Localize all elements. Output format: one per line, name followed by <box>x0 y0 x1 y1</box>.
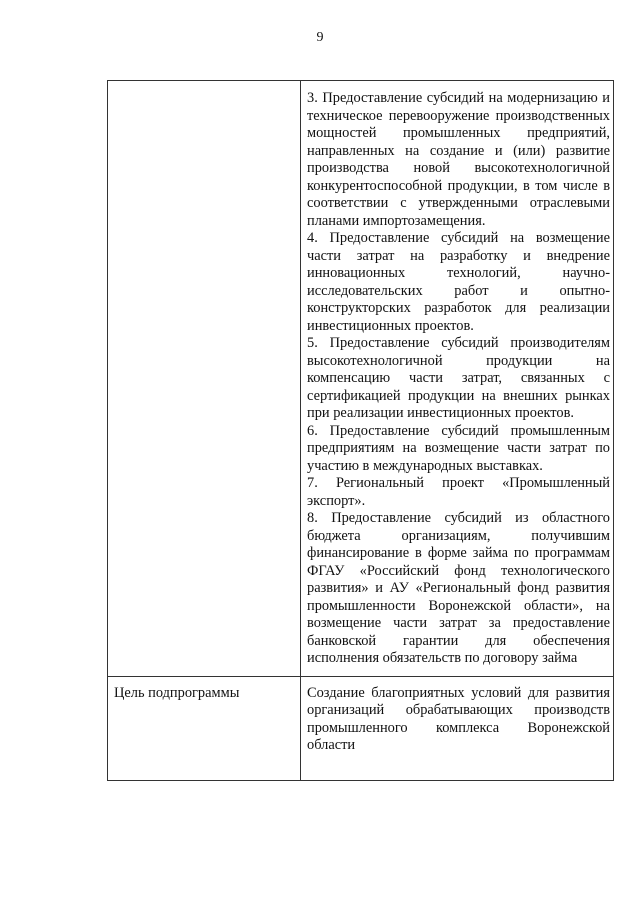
measure-item-8: 8. Предоставление субсидий из областного бюджета организациям, получившим финансирование в форме займа по программам ФГАУ «Российский фонд технологического развития» и АУ «Региональный фонд развития промышленности Воронежской области», на возмещение части затрат за предоставление банковской гарантии для обеспечения исполнения обязательств по договору займа <box>307 510 610 666</box>
measure-item-7: 7. Региональный проект «Промышленный экспорт». <box>307 475 610 509</box>
table-row-goal <box>108 676 614 780</box>
measures-label <box>108 81 300 89</box>
goal-label: Цель подпрограммы <box>114 684 240 701</box>
measures-label-cell <box>108 81 301 677</box>
table-row-measures <box>108 81 614 677</box>
measure-item-5: 5. Предоставление субсидий производителям высокотехнологичной продукции на компенсацию части затрат, связанных с сертификацией продукции на внешних рынках при реализации инвестиционных проектов. <box>307 335 610 421</box>
measure-item-3: 3. Предоставление субсидий на модернизацию и техническое перевооружение производственных мощностей промышленных предприятий, направленных на создание и (или) развитие производства новой высокотехнологичной конкурентоспособной продукции, в том числе в соответствии с утвержденными отраслевыми планами импортозамещения. <box>307 90 610 229</box>
measures-value-cell <box>301 81 614 677</box>
goal-label-cell <box>108 676 301 780</box>
goal-value-cell <box>301 676 614 780</box>
goal-text: Создание благоприятных условий для развития организаций обрабатывающих производств промышленного комплекса Воронежской области <box>307 684 610 753</box>
measure-item-4: 4. Предоставление субсидий на возмещение части затрат на разработку и внедрение инновационных технологий, научно-исследовательских работ и опытно-конструкторских разработок для реализации инвестиционных проектов. <box>307 230 610 334</box>
measure-item-6: 6. Предоставление субсидий промышленным предприятиям на возмещение части затрат по участию в международных выставках. <box>307 422 610 474</box>
measures-list <box>301 81 613 676</box>
subprogram-passport-table <box>107 80 614 781</box>
page-number: 9 <box>316 30 324 45</box>
